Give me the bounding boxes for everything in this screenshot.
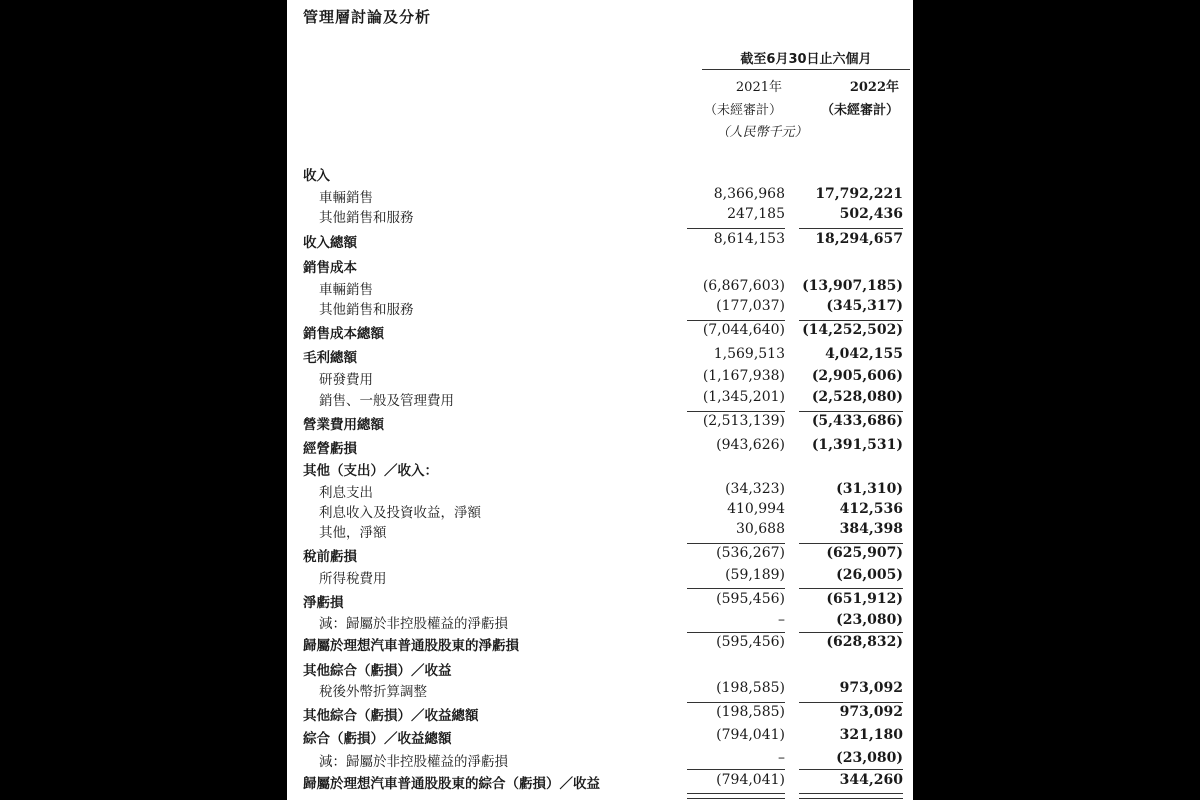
value-2022: (651,912) [826, 591, 903, 607]
row-label: 車輛銷售 [319, 190, 373, 206]
value-2021: (59,189) [725, 567, 785, 583]
row-label: 收入 [303, 168, 330, 184]
row-label: 收入總額 [303, 235, 357, 251]
value-2022: (5,433,686) [811, 413, 903, 429]
row-label: 減：歸屬於非控股權益的淨虧損 [319, 616, 508, 632]
row-label: 歸屬於理想汽車普通股股東的綜合（虧損）／收益 [303, 776, 600, 792]
table-row [287, 278, 913, 300]
table-row [287, 727, 913, 749]
subtotal-rule [799, 411, 903, 412]
value-2022: (31,310) [836, 481, 903, 497]
row-label: 其他綜合（虧損）／收益總額 [303, 708, 479, 724]
subtotal-rule [687, 632, 785, 633]
table-row [287, 459, 913, 481]
subtotal-rule [687, 228, 785, 229]
subtotal-rule [687, 702, 785, 703]
value-2022: (14,252,502) [802, 322, 903, 338]
value-2021: (198,585) [716, 704, 785, 720]
value-2022: (23,080) [836, 750, 903, 766]
subtotal-rule [687, 588, 785, 589]
value-2021: (1,345,201) [702, 389, 785, 405]
value-2021: (6,867,603) [702, 278, 785, 294]
value-2022: (2,905,606) [811, 368, 903, 384]
currency-label: （人民幣千元） [716, 125, 808, 140]
row-label: 其他銷售和服務 [319, 210, 414, 226]
value-2021: (177,037) [716, 298, 785, 314]
value-2021: 1,569,513 [713, 346, 785, 362]
table-row [287, 704, 913, 726]
row-label: 其他綜合（虧損）／收益 [303, 663, 452, 679]
page-title: 管理層討論及分析 [303, 8, 432, 26]
table-row [287, 164, 913, 186]
row-label: 車輛銷售 [319, 282, 373, 298]
year-2022-header: 2022年 [849, 80, 899, 95]
table-row [287, 437, 913, 459]
table-row [287, 256, 913, 278]
subtotal-rule [799, 632, 903, 633]
value-2022: (1,391,531) [811, 437, 903, 453]
value-2021: 8,366,968 [713, 186, 785, 202]
value-2021: (794,041) [716, 727, 785, 743]
table-row [287, 231, 913, 253]
row-label: 毛利總額 [303, 350, 357, 366]
value-2021: (34,323) [725, 481, 785, 497]
row-label: 利息支出 [319, 485, 373, 501]
row-label: 綜合（虧損）／收益總額 [303, 731, 452, 747]
value-2021: 410,994 [727, 501, 785, 517]
value-2022: 17,792,221 [815, 186, 903, 202]
value-2022: 973,092 [839, 680, 903, 696]
table-row [287, 206, 913, 228]
value-2021: 30,688 [736, 521, 785, 537]
table-row [287, 368, 913, 390]
row-label: 其他（支出）／收入： [303, 463, 438, 479]
value-2022: 412,536 [839, 501, 903, 517]
value-2022: 973,092 [839, 704, 903, 720]
row-label: 銷售成本總額 [303, 326, 384, 342]
total-double-rule [687, 793, 785, 799]
value-2021: (943,626) [716, 437, 785, 453]
value-2022: 321,180 [839, 727, 903, 743]
value-2022: (345,317) [826, 298, 903, 314]
table-row [287, 521, 913, 543]
subtotal-rule [799, 769, 903, 770]
value-2022: (23,080) [836, 612, 903, 628]
row-label: 減：歸屬於非控股權益的淨虧損 [319, 754, 508, 770]
row-label: 銷售成本 [303, 260, 357, 276]
table-row [287, 298, 913, 320]
value-2021: – [778, 612, 785, 628]
value-2022: (26,005) [836, 567, 903, 583]
value-2021: (595,456) [716, 591, 785, 607]
row-label: 經營虧損 [303, 441, 357, 457]
row-label: 其他銷售和服務 [319, 302, 414, 318]
subtotal-rule [687, 543, 785, 544]
table-row [287, 186, 913, 208]
row-label: 所得稅費用 [319, 571, 387, 587]
subtotal-rule [687, 320, 785, 321]
value-2021: (198,585) [716, 680, 785, 696]
subtotal-rule [799, 543, 903, 544]
table-row [287, 481, 913, 503]
table-row [287, 567, 913, 589]
value-2022: 344,260 [839, 772, 903, 788]
value-2022: 18,294,657 [815, 231, 903, 247]
subtotal-rule [799, 702, 903, 703]
value-2022: (628,832) [826, 634, 903, 650]
unaudited-2022-label: （未經審計） [820, 103, 899, 118]
row-label: 營業費用總額 [303, 417, 384, 433]
value-2021: 247,185 [727, 206, 785, 222]
value-2022: (625,907) [826, 545, 903, 561]
table-row [287, 389, 913, 411]
total-double-rule [799, 793, 903, 799]
value-2022: 502,436 [839, 206, 903, 222]
period-header: 截至6月30日止六個月 [702, 48, 910, 70]
row-label: 研發費用 [319, 372, 373, 388]
subtotal-rule [799, 228, 903, 229]
value-2021: (7,044,640) [702, 322, 785, 338]
table-row [287, 346, 913, 368]
subtotal-rule [687, 411, 785, 412]
row-label: 淨虧損 [303, 595, 344, 611]
table-row [287, 413, 913, 435]
row-label: 其他，淨額 [319, 525, 387, 541]
table-row [287, 659, 913, 681]
table-row [287, 591, 913, 613]
table-row [287, 634, 913, 656]
subtotal-rule [799, 588, 903, 589]
value-2022: 4,042,155 [825, 346, 903, 362]
row-label: 稅前虧損 [303, 549, 357, 565]
value-2021: – [778, 750, 785, 766]
value-2021: (536,267) [716, 545, 785, 561]
table-row [287, 545, 913, 567]
value-2022: (13,907,185) [802, 278, 903, 294]
document-page [287, 0, 913, 800]
row-label: 稅後外幣折算調整 [319, 684, 427, 700]
value-2022: 384,398 [839, 521, 903, 537]
value-2021: 8,614,153 [713, 231, 785, 247]
table-row [287, 501, 913, 523]
value-2021: (794,041) [716, 772, 785, 788]
subtotal-rule [799, 320, 903, 321]
value-2021: (1,167,938) [702, 368, 785, 384]
year-2021-header: 2021年 [735, 80, 782, 95]
table-row [287, 322, 913, 344]
row-label: 銷售、一般及管理費用 [319, 393, 454, 409]
value-2022: (2,528,080) [811, 389, 903, 405]
subtotal-rule [687, 769, 785, 770]
table-row [287, 680, 913, 702]
value-2021: (2,513,139) [702, 413, 785, 429]
row-label: 歸屬於理想汽車普通股股東的淨虧損 [303, 638, 519, 654]
value-2021: (595,456) [716, 634, 785, 650]
row-label: 利息收入及投資收益，淨額 [319, 505, 481, 521]
unaudited-2021-label: （未經審計） [703, 103, 782, 118]
table-row [287, 772, 913, 794]
table-row [287, 612, 913, 634]
